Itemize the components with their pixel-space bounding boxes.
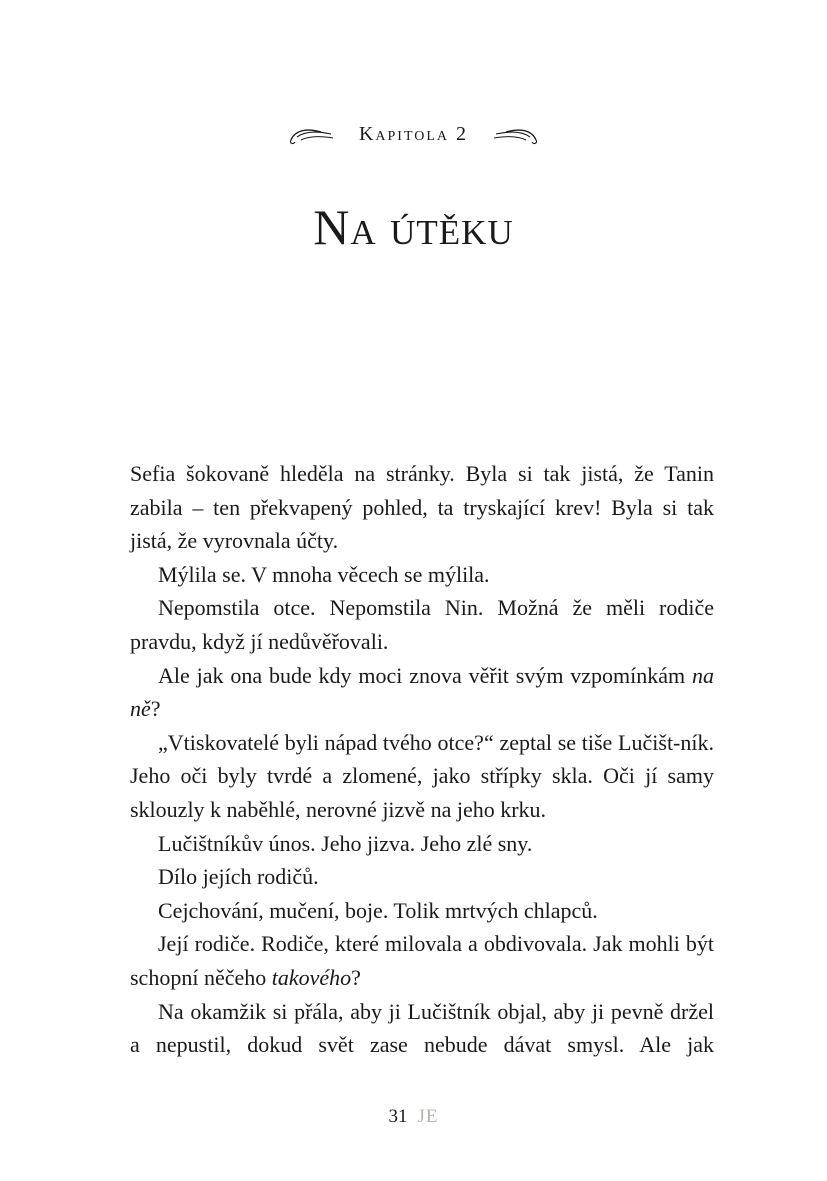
paragraph [130, 827, 714, 861]
emphasis-text: na ně [130, 662, 714, 722]
page-footer [0, 1106, 827, 1128]
paragraph-text: Ale jak ona bude kdy moci znova věřit svým vzpomínkám [158, 662, 692, 688]
paragraph [130, 591, 714, 658]
chapter-label: Kapitola 2 [358, 122, 469, 145]
paragraph-text: ? [150, 696, 161, 722]
paragraph [130, 457, 714, 558]
publisher-mark: JE [417, 1106, 439, 1127]
body-text [130, 457, 714, 1062]
chapter-title: Na útěku [313, 199, 514, 255]
paragraph [130, 659, 714, 726]
paragraph-text: Na okamžik si přála, aby ji Lučištník objal, aby ji pevně držel a nepustil, dokud svět zase nebude dávat smysl. Ale jak [130, 998, 714, 1058]
paragraph [130, 558, 714, 592]
paragraph-text: Sefia šokovaně hleděla na stránky. Byla si tak jistá, že Tanin zabila – ten překvapený pohled, ta tryskající krev! Byla si tak jistá, že vyrovnala účty. [130, 461, 714, 554]
paragraph [130, 726, 714, 827]
chapter-header [0, 122, 827, 146]
paragraph [130, 995, 714, 1062]
paragraph [130, 927, 714, 994]
paragraph-text: Nepomstila otce. Nepomstila Nin. Možná že měli rodiče pravdu, když jí nedůvěřovali. [130, 595, 714, 654]
page-number: 31 [388, 1106, 408, 1127]
paragraph-text: Mýlila se. V mnoha věcech se mýlila. [158, 561, 490, 587]
left-flourish-icon [287, 122, 335, 146]
paragraph [130, 860, 714, 894]
paragraph-text: „Vtiskovatelé byli nápad tvého otce?“ zeptal se tiše Lučišt-ník. Jeho oči byly tvrdé a zlomené, jako střípky skla. Oči jí samy sklouzly k naběhlé, nerovné jizvě na jeho krku. [130, 729, 714, 822]
paragraph-text: ? [351, 964, 361, 990]
emphasis-text: takového [271, 964, 352, 990]
paragraph-text: Cejchování, mučení, boje. Tolik mrtvých chlapců. [158, 897, 598, 923]
paragraph-text: Lučištníkův únos. Jeho jizva. Jeho zlé sny. [158, 830, 533, 856]
paragraph [130, 894, 714, 928]
paragraph-text: Její rodiče. Rodiče, které milovala a obdivovala. Jak mohli být schopní něčeho [130, 931, 714, 990]
paragraph-text: Dílo jejích rodičů. [158, 864, 319, 890]
right-flourish-icon [492, 122, 540, 146]
